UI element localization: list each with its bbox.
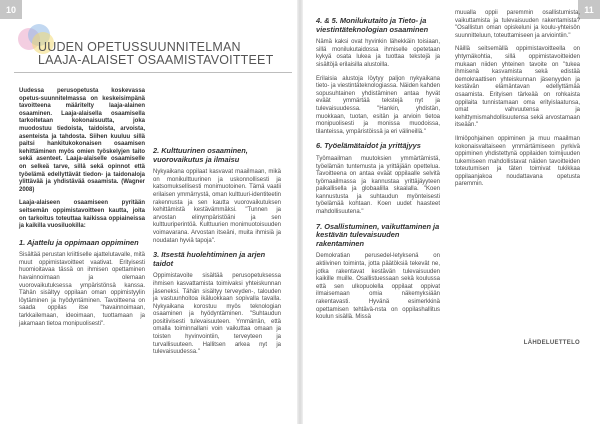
- column-2: [153, 145, 281, 363]
- title-line-1: UUDEN OPETUSSUUNNITELMAN: [38, 40, 241, 54]
- book-gutter: [297, 0, 303, 424]
- heading-4-5: 4. & 5. Monilukutaito ja Tieto- ja viestintäteknologian osaaminen: [316, 16, 429, 34]
- page-title: [38, 41, 288, 66]
- heading-6: 6. Työelämätaidot ja yrittäjyys: [316, 141, 421, 151]
- paragraph-8: muualla oppii paremmin osallistumista, vaikuttamista ja tulevaisuuden rakentamista? "Osallistun oman opiskeluni ja koulu-yhteisön suunnitteluun, toteuttamiseen ja arviointiin.": [455, 10, 580, 39]
- heading-7: 7. Osallistuminen, vaikuttaminen ja kestävän tulevaisuuden rakentaminen: [316, 221, 440, 248]
- paragraph-4: Nämä kaksi ovat hyvinkin lähekkäin toisiaan, sillä monilukutaidossa ihmiselle opetetaan kykyä osata lukea ja tuottaa tekstejä ja sisältöjä erilaisilla alustoilla.: [316, 39, 440, 68]
- paragraph-9: Näillä seitsemällä oppimistavoitteella on yhtymäkohtia, sillä oppimistavoitteiden mukaan niiden yhteinen tavoite on "tukea ihmisenä kasvamista sekä edistää demokraattisen yhteiskunnan jäsenyyden ja kestävän elämäntavan edellyttämää osaamista. Erityisen tärkeää on rohkaista oppilaita tunnistamaan oma erityislaatunsa, omat vahvuutensa ja kehittymismahdollisuutensa sekä arvostamaan itseään.": [455, 46, 580, 129]
- page-number-right: 11: [578, 0, 600, 19]
- intro-paragraph-2: Laaja-alaiseen osaamiseen pyritään seitsemän oppimistavoitteen kautta, joita on tarkoitus toteuttaa kaikissa oppiaineissa ja kaikilla vuosiluokilla:: [19, 200, 145, 230]
- column-4: [455, 10, 580, 195]
- title-divider: [14, 72, 292, 73]
- paragraph-7: Demokratian perusedel-letyksenä on aktiivinen toiminta, jotta päätöksiä tekevät ne, jotka rakentavat kestävän tulevaisuuden kaikille muille. Osallistuessaan sekä koulussa että sen ulkopuolella oppilaat oppivat ilmaisemaan omia näkemyksiään rakentavasti. Hyvänä esimerkkinä opettamisen tehtävä-nsta on oppilashallitus koulun sisällä. Missä: [316, 253, 440, 321]
- paragraph-2: Nykyaikana oppilaat kasvavat maailmaan, mikä on monikulttuurinen ja uskonnollisesti ja katsomuksellisesti monimuotoinen. Tämä vaatii erilaisen ymmärrystä, oman kulttuuri-identiteetin rakennusta ja sen kautta vuorovaikutuksen kehittämistä kestävämmäksi. "Tunnen ja arvostan elinympäristöäni ja sen kulttuuriperintöä. Kulttuurien monimuotoisuuden voimavarana. Arvostan itseäni, muita ihmisiä ja noudatan hyviä tapoja".: [153, 169, 281, 244]
- heading-3: 3. Itsestä huolehtiminen ja arjen taidot: [153, 250, 266, 268]
- references-link[interactable]: LÄHDELUETTELO: [523, 340, 580, 346]
- paragraph-3: Oppimistavoite sisältää perusopetuksessa ihmisen kasvattamista toimivaksi yhteiskunnan jäseneksi. Tähän sisältyy terveyden-, talouden ja vastuunhoitoa ikäluokkaan sopivalla tavalla. Nykyaikana korostuu myös teknologian osaaminen ja hyödyntäminen. "Suhtaudun positiivisesti tulevaisuuteen. Ymmärrän, että omalla toiminnallani voin vaikuttaa omaan ja toisten hyvinvointiin, terveyteen ja turvallisuuteen. Hallitsen arkea nyt ja tulevaisuudessa.": [153, 273, 281, 356]
- heading-2: 2. Kulttuurinen osaaminen, vuorovaikutus ja ilmaisu: [153, 146, 248, 164]
- column-1: [19, 88, 145, 334]
- paragraph-10: Ilmiöpohjainen oppiminen ja muu maailman kokonaisvaltaiseen ymmärtämiseen pyrkivä oppiminen yhdistettynä oppilaiden toimijuuden tukemiseen mahdollistavat näiden tavoitteiden toteutumisen ja täten toimivat tukikkaa oppilaanjakoa noudattavana opetusta paremmin.: [455, 135, 580, 188]
- page-number-left: 10: [0, 0, 22, 19]
- title-line-2: LAAJA-ALAISET OSAAMISTAVOITTEET: [38, 52, 274, 67]
- heading-1: 1. Ajattelu ja oppimaan oppiminen: [19, 237, 139, 247]
- paragraph-5: Erilaisia alustoja löytyy paljon nykyaikana tieto- ja viestintäteknologiassa. Näiden kahden sopusuhtainen yhdistäminen antaa hyvät eväät ymmärtää tekstejä nyt ja tulevaisuudessa. "Hankin, yhdistän, muokkaan, tuotan, esitän ja arvioin tietoa monipuolisesti ja monissa muodoissa, tilanteissa, ympäristöissä ja eri välineillä.": [316, 75, 440, 135]
- paragraph-6: Työmaailman muutoksien ymmärtämistä, työelämän tuntemusta ja yrittäjään opettelua. Tavoitteena on antaa eväät oppilaalle selvitä työmaailmassa ja kannustaa yrittäjäyyteen paikallisella ja globaalilla skaalalla. "Koen kannustusta ja suhtaudun myönteisesti työelämää kohtaan. Koen uudet haasteet mahdollisuutena.": [316, 155, 440, 216]
- column-3: [316, 15, 440, 328]
- intro-paragraph: Uudessa perusopetusta koskevassa opetus-suunnitelmassa on keskeisimpänä tavoitteena määritelty laaja-alainen osaaminen. Laaja-alaisella osaamisella tarkoitetaan kokonaisuutta, joka muodostuu tiedoista, taidoista, arvoista, asenteista ja tahdosta. Siihen kuuluu sillä paitsi hankitukokonaisen osaamisen kehittäminen myös omien työskelyjen taito sekä asenteet. Laaja-alaiselle osaamiselle on selkeä tarve, sillä sekä opinnot että työelämä edellyttävät tiedon- ja taidonaloja ylittävää ja yhdistävää osaamista. (Wagner 2008): [19, 88, 145, 193]
- paragraph-1: Sisältää perustan kriittiselle ajattelutavalle, mitä muut oppimistavoitteet vaativat. Erityisesti huomioitavaa tässä on ihmisen opettaminen havainnoimaan ja olemaan vuorovaikutuksessa ympäristönsä kanssa. Tähän sisältyy oppilaan oman oppimistyylin löytäminen ja hyödyntäminen. Tavoitteena on saada oppilas itse "havainnoimaan, tarkkailemaan, ideoimaan, tuottamaan ja jakamaan tietoa monipuolisesti".: [19, 252, 145, 327]
